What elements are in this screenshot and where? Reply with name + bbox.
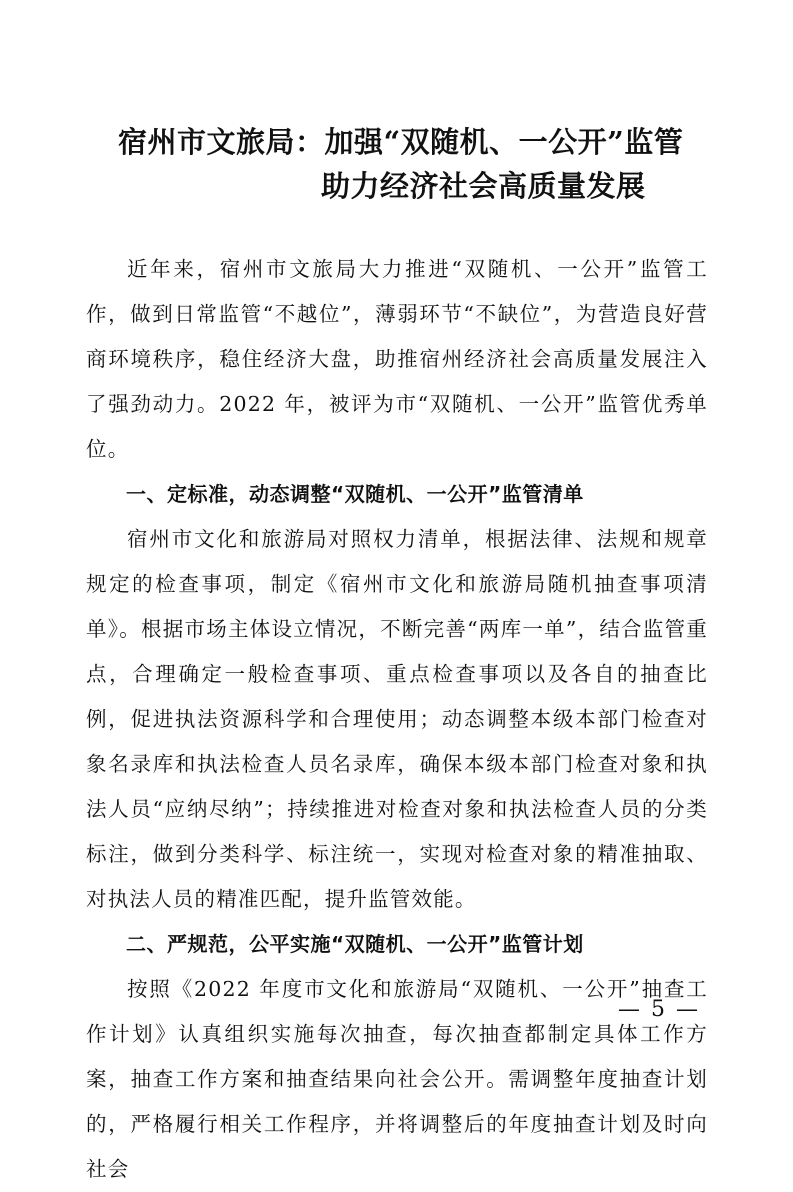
section-1-paragraph: 宿州市文化和旅游局对照权力清单，根据法律、法规和规章规定的检查事项，制定《宿州市文化和旅游局随机抽查事项清单》。根据市场主体设立情况，不断完善“两库一单”，结合监管重点，合理确定一般检查事项、重点检查事项以及各自的抽查比例，促进执法资源科学和合理使用；动态调整本级本部门检查对象名录库和执法检查人员名录库，确保本级本部门检查对象和执法人员“应纳尽纳”；持续推进对检查对象和执法检查人员的分类标注，做到分类科学、标注统一，实现对检查对象的精准抽取、对执法人员的精准匹配，提升监管效能。 [86,527,708,911]
section-2-paragraph: 按照《2022 年度市文化和旅游局“双随机、一公开”抽查工作计划》认真组织实施每次抽查，每次抽查都制定具体工作方案，抽查工作方案和抽查结果向社会公开。需调整年度抽查计划的，严格履行相关工作程序，并将调整后的年度抽查计划及时向社会 [86,977,708,1181]
page-number: — 5 — [618,997,700,1022]
document-title-line-1: 宿州市文旅局：加强“双随机、一公开”监管 [118,125,684,159]
section-heading-1: 一、定标准，动态调整“双随机、一公开”监管清单 [126,482,584,506]
intro-paragraph: 近年来，宿州市文旅局大力推进“双随机、一公开”监管工作，做到日常监管“不越位”，薄弱环节“不缺位”，为营造良好营商环境秩序，稳住经济大盘，助推宿州经济社会高质量发展注入了强劲动力。2022 年，被评为市“双随机、一公开”监管优秀单位。 [86,257,708,461]
document-body [86,247,708,1192]
document-title-line-2: 助力经济社会高质量发展 [321,169,646,203]
section-heading-2: 二、严规范，公平实施“双随机、一公开”监管计划 [126,932,584,956]
